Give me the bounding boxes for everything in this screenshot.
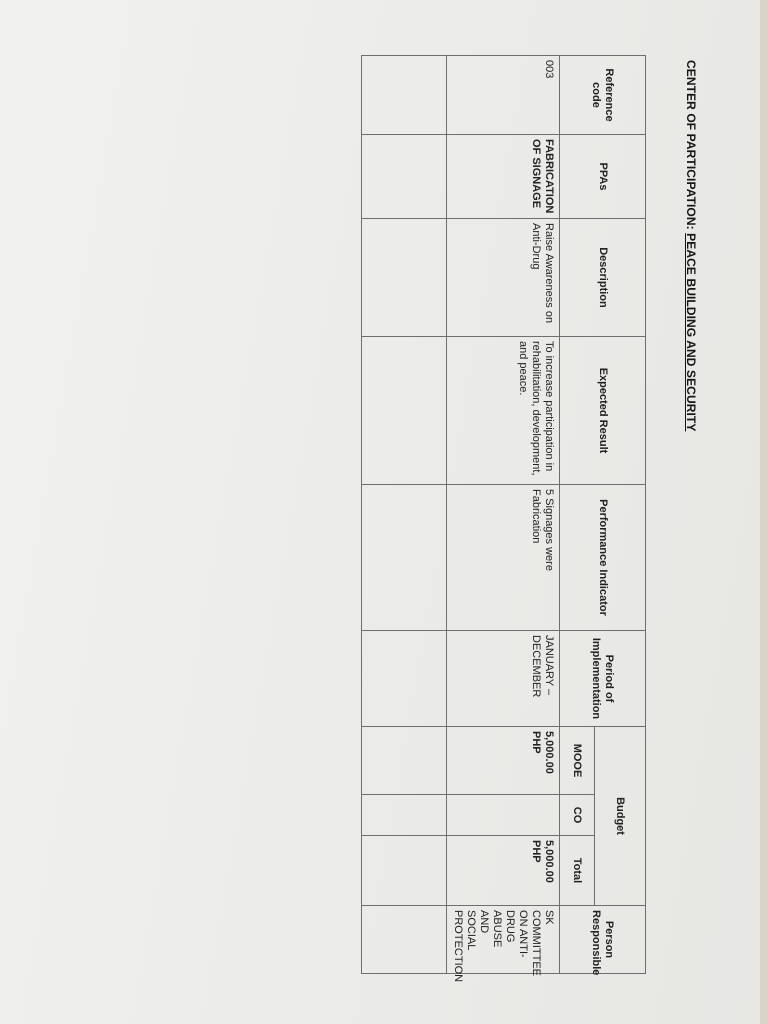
header-reference-code: Reference code [560,56,646,135]
ppa-table [361,55,646,983]
header-expected-result: Expected Result [560,337,646,485]
header-mooe: MOOE [560,727,595,795]
cell-ppas: FABRICATION OF SIGNAGE [447,135,560,219]
cell-total: 5,000.00 PHP [447,836,560,906]
cell-description: Raise Awareness on Anti-Drug [447,219,560,337]
header-description: Description [560,219,646,337]
cell-person-responsible: SK COMMITTEE ON ANTI-DRUG ABUSE AND SOCIAL PROTECTION [447,906,560,974]
empty-cell [362,485,447,631]
cell-co [447,795,560,836]
header-ppas: PPAs [560,135,646,219]
cell-reference-code: 003 [447,56,560,135]
table-row-empty [362,56,447,974]
empty-cell [362,135,447,219]
header-total: Total [560,836,595,906]
cell-period: JANUARY – DECEMBER [447,631,560,727]
header-row [595,56,646,974]
empty-cell [362,906,447,974]
empty-cell [362,56,447,135]
header-period: Period of Implementation [560,631,646,727]
empty-cell [362,795,447,836]
header-co: CO [560,795,595,836]
cell-expected-result: To increase participation in rehabilitation, development, and peace. [447,337,560,485]
empty-cell [362,631,447,727]
table-row [447,56,560,974]
header-budget: Budget [595,727,646,906]
header-person-responsible: Person Responsible [560,906,646,974]
empty-cell [362,727,447,795]
header-performance-indicator: Performance Indicator [560,485,646,631]
title-topic: PEACE BUILDING AND SECURITY [684,233,698,432]
cell-performance-indicator: 5 Signages were Fabrication [447,485,560,631]
cell-mooe: 5,000.00 PHP [447,727,560,795]
empty-cell [362,219,447,337]
empty-cell [362,337,447,485]
empty-cell [362,836,447,906]
document-title [684,60,698,431]
title-prefix: CENTER OF PARTICIPATION: [684,60,698,234]
